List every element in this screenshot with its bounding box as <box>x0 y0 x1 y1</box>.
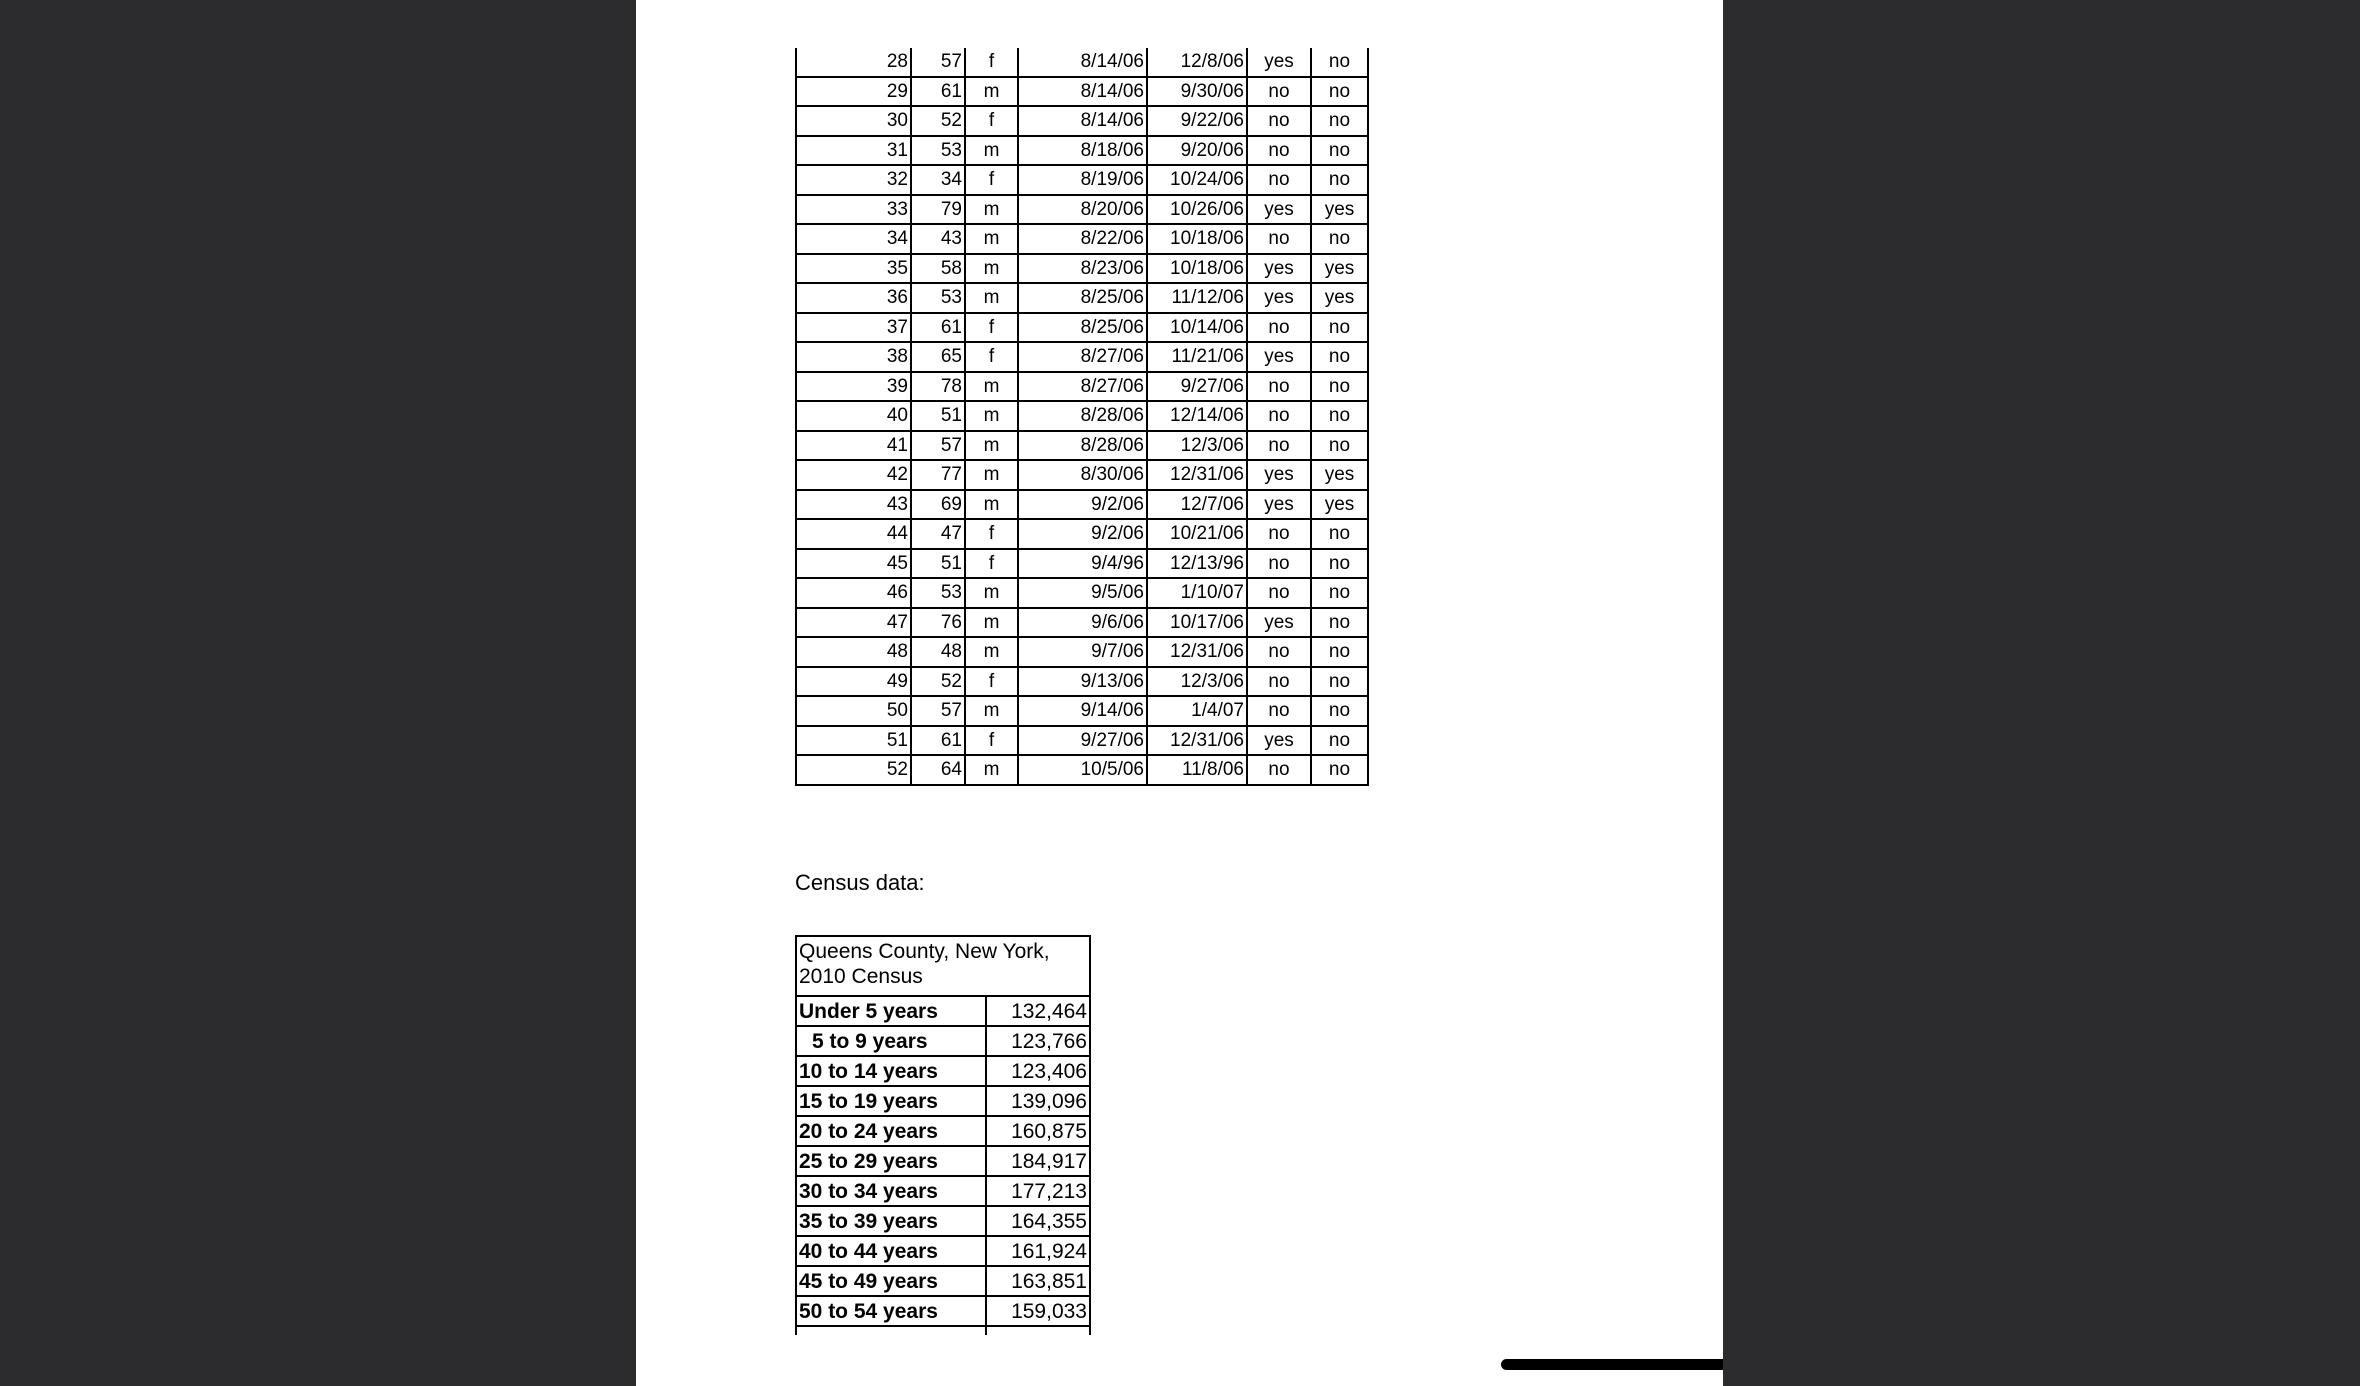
cell-id: 46 <box>796 578 911 608</box>
cell-flag-a: yes <box>1247 48 1311 77</box>
cell-start-date: 9/13/06 <box>1018 667 1147 697</box>
census-row <box>796 1026 1090 1056</box>
cell-flag-b: no <box>1311 313 1368 343</box>
census-row <box>796 1056 1090 1086</box>
cell-sex: m <box>965 696 1018 726</box>
census-value: 132,464 <box>986 996 1090 1026</box>
cell-start-date: 9/2/06 <box>1018 490 1147 520</box>
cell-flag-b: no <box>1311 165 1368 195</box>
table-row <box>796 77 1368 107</box>
cell-id: 49 <box>796 667 911 697</box>
cell-end-date: 11/12/06 <box>1147 283 1247 313</box>
cell-sex: f <box>965 667 1018 697</box>
cell-id: 35 <box>796 254 911 284</box>
cell-end-date: 12/13/96 <box>1147 549 1247 579</box>
cell-flag-a: no <box>1247 578 1311 608</box>
table-row <box>796 637 1368 667</box>
cell-flag-b: yes <box>1311 460 1368 490</box>
cell-flag-a: no <box>1247 549 1311 579</box>
cell-start-date: 8/23/06 <box>1018 254 1147 284</box>
census-value: 159,033 <box>986 1296 1090 1326</box>
cell-flag-a: no <box>1247 755 1311 785</box>
cell-flag-a: yes <box>1247 254 1311 284</box>
cell-age: 43 <box>911 224 965 254</box>
table-row <box>796 667 1368 697</box>
cutoff-cell <box>796 1326 986 1335</box>
cell-end-date: 10/17/06 <box>1147 608 1247 638</box>
patient-table <box>795 48 1369 786</box>
cell-id: 36 <box>796 283 911 313</box>
cell-flag-b: no <box>1311 342 1368 372</box>
cell-sex: m <box>965 283 1018 313</box>
census-row <box>796 1176 1090 1206</box>
cell-flag-b: yes <box>1311 195 1368 225</box>
cell-age: 64 <box>911 755 965 785</box>
cell-end-date: 1/4/07 <box>1147 696 1247 726</box>
cell-flag-b: no <box>1311 77 1368 107</box>
cell-sex: m <box>965 136 1018 166</box>
cell-flag-b: no <box>1311 608 1368 638</box>
table-row <box>796 755 1368 785</box>
table-row <box>796 165 1368 195</box>
cell-end-date: 11/8/06 <box>1147 755 1247 785</box>
cell-flag-a: no <box>1247 696 1311 726</box>
cell-start-date: 9/5/06 <box>1018 578 1147 608</box>
census-age-label: 5 to 9 years <box>796 1026 986 1056</box>
cell-flag-b: yes <box>1311 283 1368 313</box>
cell-sex: m <box>965 372 1018 402</box>
cell-flag-b: no <box>1311 431 1368 461</box>
cell-age: 53 <box>911 283 965 313</box>
cell-flag-b: yes <box>1311 490 1368 520</box>
cell-age: 77 <box>911 460 965 490</box>
census-value: 164,355 <box>986 1206 1090 1236</box>
cell-age: 78 <box>911 372 965 402</box>
cell-flag-b: no <box>1311 637 1368 667</box>
cell-id: 38 <box>796 342 911 372</box>
cell-flag-a: no <box>1247 77 1311 107</box>
census-value: 177,213 <box>986 1176 1090 1206</box>
cell-sex: m <box>965 77 1018 107</box>
table-row <box>796 136 1368 166</box>
cell-id: 29 <box>796 77 911 107</box>
cell-age: 69 <box>911 490 965 520</box>
cell-end-date: 10/18/06 <box>1147 224 1247 254</box>
cell-id: 37 <box>796 313 911 343</box>
cell-sex: f <box>965 165 1018 195</box>
cell-sex: m <box>965 755 1018 785</box>
table-row <box>796 224 1368 254</box>
cell-flag-b: no <box>1311 578 1368 608</box>
cell-end-date: 12/3/06 <box>1147 431 1247 461</box>
cell-end-date: 10/14/06 <box>1147 313 1247 343</box>
cell-end-date: 12/31/06 <box>1147 726 1247 756</box>
cell-id: 44 <box>796 519 911 549</box>
cell-id: 45 <box>796 549 911 579</box>
cell-age: 61 <box>911 77 965 107</box>
census-age-label: 10 to 14 years <box>796 1056 986 1086</box>
table-row <box>796 106 1368 136</box>
cell-age: 76 <box>911 608 965 638</box>
cell-end-date: 1/10/07 <box>1147 578 1247 608</box>
table-row <box>796 48 1368 77</box>
cell-age: 79 <box>911 195 965 225</box>
cell-age: 51 <box>911 401 965 431</box>
cell-id: 51 <box>796 726 911 756</box>
cell-start-date: 8/28/06 <box>1018 431 1147 461</box>
cell-flag-a: yes <box>1247 460 1311 490</box>
cell-sex: m <box>965 195 1018 225</box>
census-label: Census data: <box>795 870 925 895</box>
cell-id: 42 <box>796 460 911 490</box>
cell-flag-a: no <box>1247 165 1311 195</box>
cell-age: 51 <box>911 549 965 579</box>
table-row <box>796 401 1368 431</box>
cell-id: 34 <box>796 224 911 254</box>
cell-end-date: 12/31/06 <box>1147 460 1247 490</box>
census-value: 163,851 <box>986 1266 1090 1296</box>
cell-flag-a: no <box>1247 313 1311 343</box>
cell-flag-a: no <box>1247 637 1311 667</box>
document-page <box>636 0 1723 1386</box>
census-age-label: 30 to 34 years <box>796 1176 986 1206</box>
cell-end-date: 12/7/06 <box>1147 490 1247 520</box>
cell-end-date: 12/14/06 <box>1147 401 1247 431</box>
cell-sex: m <box>965 254 1018 284</box>
cell-sex: m <box>965 578 1018 608</box>
cell-start-date: 8/14/06 <box>1018 48 1147 77</box>
cutoff-cell <box>986 1326 1090 1335</box>
cell-age: 34 <box>911 165 965 195</box>
cell-end-date: 9/27/06 <box>1147 372 1247 402</box>
cell-flag-a: no <box>1247 667 1311 697</box>
table-row <box>796 342 1368 372</box>
home-indicator <box>1501 1359 1723 1370</box>
cell-flag-b: no <box>1311 136 1368 166</box>
cell-end-date: 9/22/06 <box>1147 106 1247 136</box>
cell-start-date: 9/2/06 <box>1018 519 1147 549</box>
cell-flag-a: no <box>1247 431 1311 461</box>
cell-flag-b: no <box>1311 726 1368 756</box>
cell-sex: m <box>965 490 1018 520</box>
cell-id: 28 <box>796 48 911 77</box>
cell-flag-b: no <box>1311 401 1368 431</box>
cell-start-date: 9/6/06 <box>1018 608 1147 638</box>
cell-end-date: 10/21/06 <box>1147 519 1247 549</box>
cell-id: 40 <box>796 401 911 431</box>
cell-id: 43 <box>796 490 911 520</box>
cell-flag-b: no <box>1311 667 1368 697</box>
cell-flag-b: no <box>1311 696 1368 726</box>
census-value: 160,875 <box>986 1116 1090 1146</box>
census-value: 123,766 <box>986 1026 1090 1056</box>
cell-age: 65 <box>911 342 965 372</box>
cell-end-date: 11/21/06 <box>1147 342 1247 372</box>
cell-end-date: 10/24/06 <box>1147 165 1247 195</box>
table-row <box>796 372 1368 402</box>
census-age-label: 15 to 19 years <box>796 1086 986 1116</box>
table-row <box>796 254 1368 284</box>
cell-age: 47 <box>911 519 965 549</box>
cell-flag-b: no <box>1311 48 1368 77</box>
cell-start-date: 8/25/06 <box>1018 313 1147 343</box>
census-age-label: 50 to 54 years <box>796 1296 986 1326</box>
cell-start-date: 8/30/06 <box>1018 460 1147 490</box>
cell-flag-a: yes <box>1247 490 1311 520</box>
table-row <box>796 460 1368 490</box>
cell-flag-b: no <box>1311 519 1368 549</box>
census-age-label: 25 to 29 years <box>796 1146 986 1176</box>
cell-sex: f <box>965 549 1018 579</box>
cell-id: 48 <box>796 637 911 667</box>
cell-age: 53 <box>911 136 965 166</box>
table-row <box>796 490 1368 520</box>
cell-start-date: 8/25/06 <box>1018 283 1147 313</box>
cell-flag-a: yes <box>1247 283 1311 313</box>
cell-sex: f <box>965 313 1018 343</box>
cell-start-date: 8/18/06 <box>1018 136 1147 166</box>
cell-age: 57 <box>911 696 965 726</box>
cell-sex: m <box>965 637 1018 667</box>
census-age-label: 35 to 39 years <box>796 1206 986 1236</box>
census-row <box>796 1116 1090 1146</box>
cell-sex: f <box>965 106 1018 136</box>
cell-end-date: 9/20/06 <box>1147 136 1247 166</box>
cell-age: 61 <box>911 726 965 756</box>
cell-end-date: 12/3/06 <box>1147 667 1247 697</box>
table-row <box>796 608 1368 638</box>
census-value: 161,924 <box>986 1236 1090 1266</box>
census-age-label: 40 to 44 years <box>796 1236 986 1266</box>
census-header-row <box>796 936 1090 996</box>
census-value: 139,096 <box>986 1086 1090 1116</box>
cell-start-date: 8/19/06 <box>1018 165 1147 195</box>
table-row <box>796 519 1368 549</box>
cell-id: 31 <box>796 136 911 166</box>
cell-flag-a: yes <box>1247 608 1311 638</box>
cell-flag-a: no <box>1247 136 1311 166</box>
table-row <box>796 549 1368 579</box>
cell-end-date: 12/8/06 <box>1147 48 1247 77</box>
cell-end-date: 9/30/06 <box>1147 77 1247 107</box>
table-row <box>796 696 1368 726</box>
cell-sex: m <box>965 431 1018 461</box>
census-row <box>796 1086 1090 1116</box>
cell-flag-a: no <box>1247 224 1311 254</box>
cell-id: 47 <box>796 608 911 638</box>
cell-id: 50 <box>796 696 911 726</box>
census-age-label: 45 to 49 years <box>796 1266 986 1296</box>
cell-flag-b: no <box>1311 549 1368 579</box>
cell-start-date: 8/27/06 <box>1018 342 1147 372</box>
cell-id: 33 <box>796 195 911 225</box>
census-row <box>796 1296 1090 1326</box>
table-row <box>796 195 1368 225</box>
cell-age: 48 <box>911 637 965 667</box>
cell-flag-b: yes <box>1311 254 1368 284</box>
cell-sex: f <box>965 726 1018 756</box>
cell-end-date: 10/18/06 <box>1147 254 1247 284</box>
cell-age: 52 <box>911 667 965 697</box>
census-row <box>796 996 1090 1026</box>
cell-flag-a: no <box>1247 372 1311 402</box>
cell-start-date: 9/7/06 <box>1018 637 1147 667</box>
cell-sex: m <box>965 401 1018 431</box>
cell-start-date: 10/5/06 <box>1018 755 1147 785</box>
cell-id: 52 <box>796 755 911 785</box>
cell-age: 57 <box>911 48 965 77</box>
cell-flag-a: yes <box>1247 342 1311 372</box>
cell-flag-a: yes <box>1247 726 1311 756</box>
cell-start-date: 8/22/06 <box>1018 224 1147 254</box>
census-age-label: Under 5 years <box>796 996 986 1026</box>
table-row <box>796 313 1368 343</box>
census-value: 184,917 <box>986 1146 1090 1176</box>
cell-age: 58 <box>911 254 965 284</box>
cell-age: 57 <box>911 431 965 461</box>
cell-sex: f <box>965 519 1018 549</box>
cell-end-date: 12/31/06 <box>1147 637 1247 667</box>
census-row <box>796 1236 1090 1266</box>
cell-start-date: 8/14/06 <box>1018 77 1147 107</box>
cell-flag-b: no <box>1311 372 1368 402</box>
census-age-label: 20 to 24 years <box>796 1116 986 1146</box>
cell-start-date: 8/14/06 <box>1018 106 1147 136</box>
cell-flag-a: no <box>1247 519 1311 549</box>
census-row-cutoff <box>796 1326 1090 1335</box>
cell-age: 61 <box>911 313 965 343</box>
cell-flag-b: no <box>1311 755 1368 785</box>
census-header: Queens County, New York, 2010 Census <box>796 936 1090 996</box>
cell-start-date: 8/20/06 <box>1018 195 1147 225</box>
cell-flag-b: no <box>1311 106 1368 136</box>
cell-id: 41 <box>796 431 911 461</box>
table-row <box>796 431 1368 461</box>
cell-sex: m <box>965 608 1018 638</box>
census-row <box>796 1266 1090 1296</box>
cell-id: 30 <box>796 106 911 136</box>
table-row <box>796 578 1368 608</box>
cell-start-date: 8/27/06 <box>1018 372 1147 402</box>
table-row <box>796 283 1368 313</box>
cell-start-date: 9/4/96 <box>1018 549 1147 579</box>
cell-id: 39 <box>796 372 911 402</box>
census-row <box>796 1146 1090 1176</box>
census-table <box>795 935 1091 1335</box>
cell-start-date: 9/14/06 <box>1018 696 1147 726</box>
cell-flag-a: no <box>1247 106 1311 136</box>
cell-start-date: 8/28/06 <box>1018 401 1147 431</box>
cell-flag-b: no <box>1311 224 1368 254</box>
census-value: 123,406 <box>986 1056 1090 1086</box>
cell-id: 32 <box>796 165 911 195</box>
cell-age: 53 <box>911 578 965 608</box>
cell-sex: m <box>965 460 1018 490</box>
cell-end-date: 10/26/06 <box>1147 195 1247 225</box>
table-row <box>796 726 1368 756</box>
cell-flag-a: yes <box>1247 195 1311 225</box>
cell-sex: f <box>965 48 1018 77</box>
cell-age: 52 <box>911 106 965 136</box>
cell-start-date: 9/27/06 <box>1018 726 1147 756</box>
cell-sex: m <box>965 224 1018 254</box>
census-row <box>796 1206 1090 1236</box>
cell-sex: f <box>965 342 1018 372</box>
cell-flag-a: no <box>1247 401 1311 431</box>
